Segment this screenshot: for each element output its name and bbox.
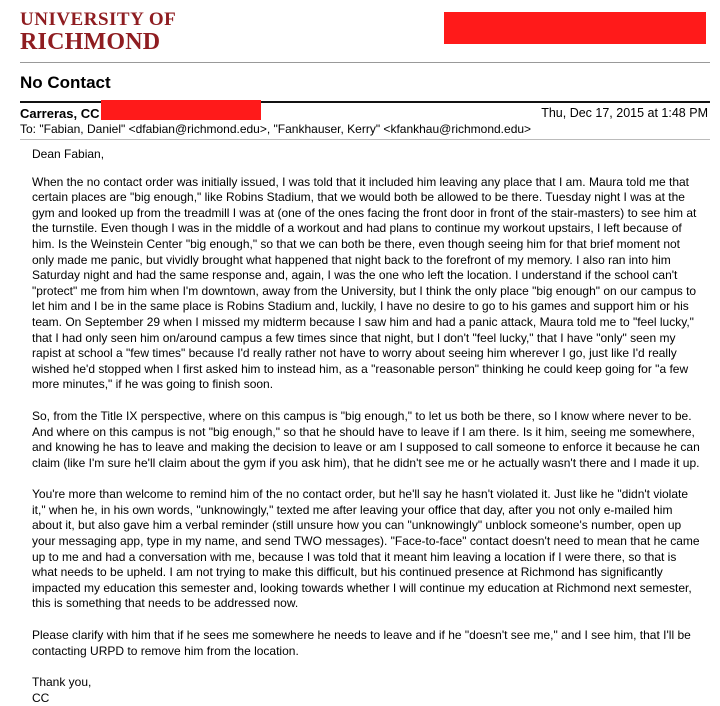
email-subject: No Contact [20,73,111,92]
email-paragraph-1: When the no contact order was initially issued, I was told that it included him leaving any place that I am. Maura told me that certain places are "big enough," like Robins Stadium, that we would both be allowed to be there. Tuesday night I was at the gym and looked up from the treadmill I was at (one of the ones facing the front door in front of the stair-masters) to see him at the turnstile. Even though I was in the middle of a workout and had plans to continue my workout upstairs, I left because of him. Is the Weinstein Center "big enough," so that we can both be there, even though seeing him for that brief moment not only made me panic, but vividly brought what happened that night back to the forefront of my memory. I also ran into him Saturday night and had the same response and, again, I was the one who left the location. I understand if the school can't "protect" me from him when I'm downtown, away from the University, but I think the only place "big enough" on our campus to let him and I be in the same place is Robins Stadium and, luckily, I have no desire to go to his games and support him or his team. On September 29 when I missed my midterm because I saw him and had a panic attack, Maura told me to "feel lucky," that I had only seen him on/around campus a few times since that night, but I don't "feel lucky," that I have "only" seen my rapist at school a "few times" because I'd really rather not have to worry about seeing him wherever I go, just like I'd really wished he'd stopped when I first asked him to instead him, as a "reasonable person" thinking he could keep going for "a few more minutes," if he was going to finish soon. [32,174,697,392]
to-label: To: [20,122,37,136]
email-body [32,147,704,706]
email-paragraph-3: You're more than welcome to remind him of the no contact order, but he'll say he hasn't violated it. Just like he "didn't violate it," when he, in his own words, "unknowingly," texted me after leaving your office that day, after you not only e-mailed him about it, but also gave him a verbal reminder (still unsure how you can "unknowingly" unblock someone's number, open up your messaging app, type in my name, and send TWO messages). "Face-to-face" contact doesn't need to mean that he came up to me and had a conversation with me, because I was told that it meant him leaving a location if I were there, so that is what needs to be upheld. I am not trying to make this difficult, but his continued presence at Richmond has significantly impacted my education this semester and, looking towards whether I will continue my education at Richmond next semester, this is something that needs to be addressed now. [32,487,700,611]
redaction-bar [101,100,261,120]
university-logo [20,10,176,54]
signoff-text: Thank you, [32,675,92,690]
logo-line-1: UNIVERSITY OF [20,9,177,30]
email-signoff [32,675,704,706]
signature: CC [32,690,50,705]
logo-line-2: RICHMOND [20,29,161,55]
email-paragraph-2: So, from the Title IX perspective, where on this campus is "big enough," to let us both be there, so I know where never to be. And where on this campus is not "big enough," so that he should have to leave if I am there. Is it him, seeing me somewhere, and knowing he has to leave and making the decision to leave or am I supposed to call someone to enforce it because he can claim (like I'm sure he'll claim about the gym if you ask him), that he didn't see me or he actually wasn't there and I made it up. [32,408,700,470]
email-sender: Carreras, CC [20,106,100,121]
to-addresses: "Fabian, Daniel" <dfabian@richmond.edu>, "Fankhauser, Kerry" <kfankhau@richmond.edu> [39,122,532,136]
divider [20,62,710,63]
email-paragraph-4: Please clarify with him that if he sees me somewhere he needs to leave and if he "doesn't see me," and I see him, that I'll be contacting URPD to remove him from the location. [32,628,691,658]
email-greeting: Dean Fabian, [32,147,105,161]
divider [20,139,710,140]
email-date: Thu, Dec 17, 2015 at 1:48 PM [541,106,708,120]
email-recipients [20,122,531,136]
redaction-bar [444,12,706,44]
